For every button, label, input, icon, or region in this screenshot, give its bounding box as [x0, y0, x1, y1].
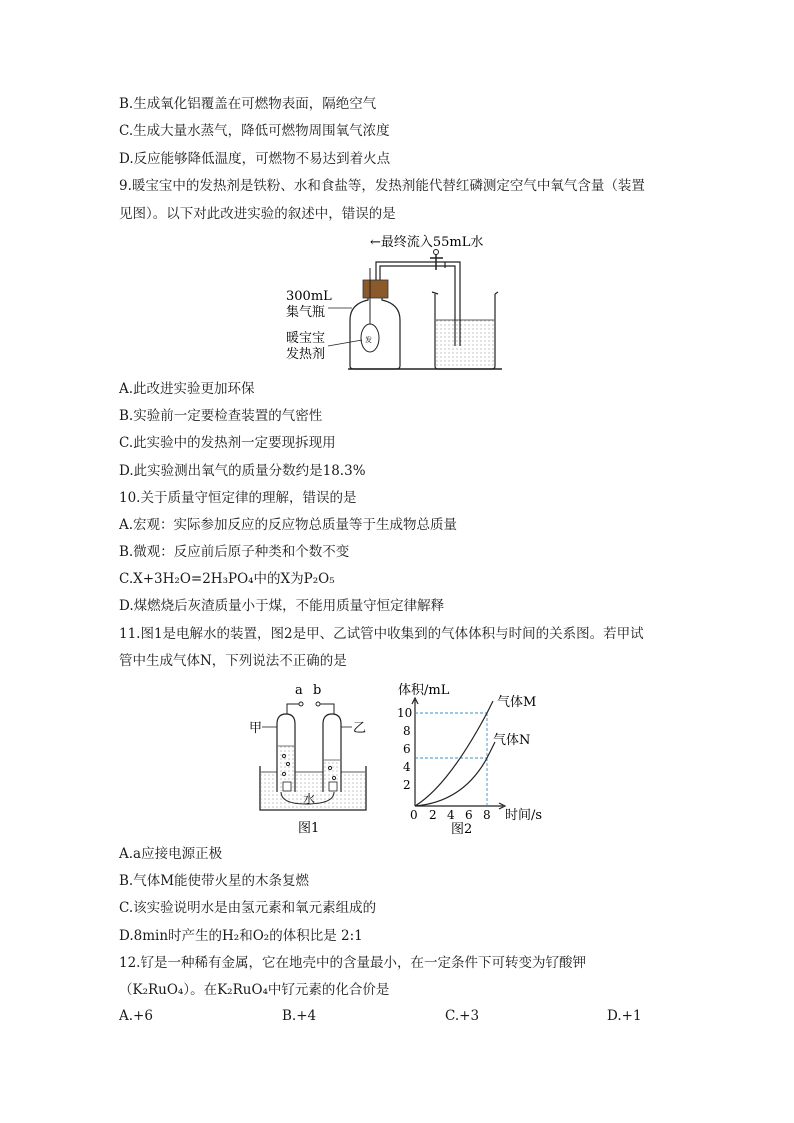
q10-option-a: A.宏观：实际参加反应的反应物总质量等于生成物总质量: [119, 517, 458, 533]
q9-option-b: B.实验前一定要检查装置的气密性: [119, 408, 323, 424]
q11-figure1-electrolysis: [248, 682, 378, 837]
q11-option-b: B.气体M能使带火星的木条复燃: [119, 873, 310, 889]
y-tick-2: 2: [403, 778, 411, 792]
q9-apparatus-figure: [280, 228, 520, 373]
q9-bottle-label-2: 集气瓶: [286, 305, 326, 320]
q11-option-d: D.8min时产生的H₂和O₂的体积比是 2:1: [119, 928, 363, 944]
q12-option-a: A.+6: [119, 1008, 153, 1024]
x-tick-2: 2: [429, 808, 437, 822]
tube-jia-label: 甲: [249, 721, 263, 736]
water-label: 水: [303, 792, 316, 806]
graph-y-axis-label: 体积/mL: [398, 683, 450, 698]
q11-stem-line2: 管中生成气体N，下列说法不正确的是: [119, 653, 347, 669]
terminal-a-label: a: [295, 683, 303, 698]
terminal-a: [299, 702, 303, 706]
figure1-caption: 图1: [298, 821, 320, 836]
terminal-b-label: b: [313, 683, 322, 698]
q9-bottle-label-1: 300mL: [286, 289, 332, 304]
series-gas-m: [415, 701, 493, 806]
terminal-b: [316, 702, 320, 706]
q12-stem-line2: （K₂RuO₄）。在K₂RuO₄中钌元素的化合价是: [119, 982, 390, 998]
q12-stem-line1: 12.钌是一种稀有金属，它在地壳中的含量最小，在一定条件下可转变为钌酸钾: [119, 955, 586, 971]
q10-option-d: D.煤燃烧后灰渣质量小于煤，不能用质量守恒定律解释: [119, 598, 445, 614]
x-tick-0: 0: [410, 808, 418, 822]
svg-text:发: 发: [365, 336, 372, 344]
q11-figure2-graph: [393, 676, 553, 838]
q8-option-b: B.生成氧化铝覆盖在可燃物表面，隔绝空气: [119, 96, 377, 112]
q9-stem-line1: 9.暖宝宝中的发热剂是铁粉、水和食盐等，发热剂能代替红磷测定空气中氧气含量（装置: [119, 178, 645, 194]
q9-option-d: D.此实验测出氧气的质量分数约是18.3%: [119, 463, 366, 479]
series-gas-n-label: 气体N: [493, 733, 531, 748]
tube-yi-label: 乙: [353, 721, 367, 736]
q10-stem: 10.关于质量守恒定律的理解，错误的是: [119, 490, 357, 506]
q9-flow-label: ←最终流入55mL水: [370, 235, 484, 250]
x-tick-6: 6: [465, 808, 473, 822]
q10-option-c: C.X+3H₂O=2H₃PO₄中的X为P₂O₅: [119, 571, 335, 587]
x-tick-8: 8: [483, 808, 491, 822]
q11-stem-line1: 11.图1是电解水的装置，图2是甲、乙试管中收集到的气体体积与时间的关系图。若甲试: [119, 626, 644, 642]
y-tick-4: 4: [403, 760, 411, 774]
q12-option-b: B.+4: [282, 1008, 317, 1024]
q11-option-a: A.a应接电源正极: [119, 846, 223, 862]
y-tick-10: 10: [397, 706, 413, 720]
q9-agent-label-1: 暖宝宝: [286, 331, 326, 346]
q9-agent-label-2: 发热剂: [286, 347, 326, 362]
q8-option-d: D.反应能够降低温度，可燃物不易达到着火点: [119, 151, 391, 167]
q9-stem-line2: 见图）。以下对此改进实验的叙述中，错误的是: [119, 206, 396, 222]
y-tick-8: 8: [403, 724, 411, 738]
q9-option-a: A.此改进实验更加环保: [119, 381, 255, 397]
q8-option-c: C.生成大量水蒸气，降低可燃物周围氧气浓度: [119, 123, 390, 139]
q9-option-c: C.此实验中的发热剂一定要现拆现用: [119, 435, 336, 451]
series-gas-m-label: 气体M: [497, 695, 537, 710]
rubber-stopper: [363, 280, 388, 298]
y-tick-6: 6: [403, 742, 411, 756]
q11-option-c: C.该实验说明水是由氢元素和氧元素组成的: [119, 900, 377, 916]
q12-option-d: D.+1: [607, 1008, 642, 1024]
graph-x-axis-label: 时间/s: [505, 808, 543, 823]
q10-option-b: B.微观：反应前后原子种类和个数不变: [119, 544, 350, 560]
x-tick-4: 4: [447, 808, 455, 822]
q12-option-c: C.+3: [445, 1008, 480, 1024]
figure2-caption: 图2: [451, 822, 473, 837]
